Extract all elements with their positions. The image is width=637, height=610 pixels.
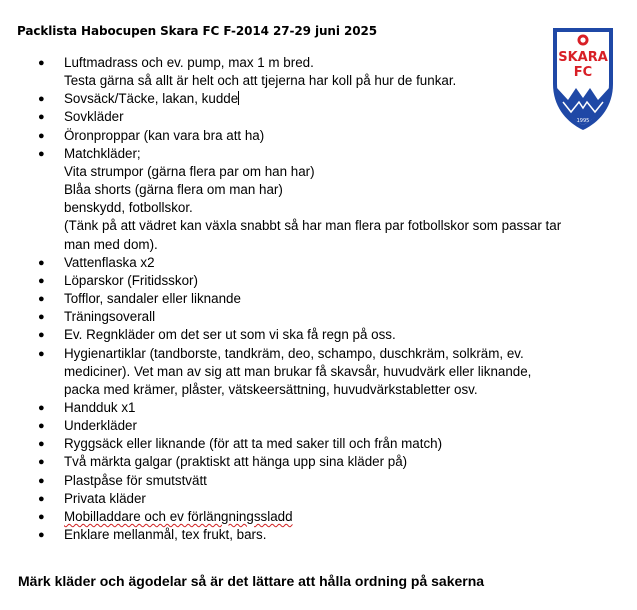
bullet-icon: ●	[38, 93, 45, 106]
list-item-line: packa med krämer, plåster, vätskeersättning, huvudvärkstabletter osv.	[64, 381, 478, 397]
list-item-line: Testa gärna så allt är helt och att tjejerna har koll på hur de funkar.	[64, 73, 457, 89]
list-item-line: Vattenflaska x2	[64, 254, 155, 270]
list-item-line: Enklare mellanmål, tex frukt, bars.	[64, 527, 267, 543]
list-item-line: (Tänk på att vädret kan växla snabbt så har man flera par fotbollskor som passar tar	[64, 218, 562, 234]
list-item	[0, 490, 637, 508]
bullet-icon: ●	[38, 111, 45, 124]
text-cursor	[238, 91, 239, 105]
bullet-icon: ●	[38, 456, 45, 469]
list-item-line: Underkläder	[64, 418, 137, 434]
list-item-line	[64, 90, 637, 108]
footer-note: Märk kläder och ägodelar så är det lättare att hålla ordning på sakerna	[18, 573, 485, 589]
list-item-line: man med dom).	[64, 236, 158, 252]
list-item	[0, 54, 637, 90]
list-item-line: Tofflor, sandaler eller liknande	[64, 291, 241, 307]
list-item	[0, 508, 637, 526]
list-item	[0, 308, 637, 326]
document-title: Packlista Habocupen Skara FC F-2014 27-29 juni 2025	[17, 24, 377, 38]
list-item	[0, 290, 637, 308]
list-item	[0, 108, 637, 126]
list-item	[0, 399, 637, 417]
bullet-icon: ●	[38, 492, 45, 505]
list-item	[0, 254, 637, 272]
list-item	[0, 453, 637, 471]
bullet-icon: ●	[38, 256, 45, 269]
bullet-icon: ●	[38, 293, 45, 306]
bullet-icon: ●	[38, 347, 45, 360]
list-item-line: Två märkta galgar (praktiskt att hänga upp sina kläder på)	[64, 454, 408, 470]
list-item-line: Mobilladdare och ev förlängningssladd	[64, 508, 293, 524]
bullet-icon: ●	[38, 420, 45, 433]
bullet-icon: ●	[38, 438, 45, 451]
list-item	[0, 435, 637, 453]
bullet-icon: ●	[38, 129, 45, 142]
bullet-icon: ●	[38, 147, 45, 160]
list-item	[0, 145, 637, 254]
crest-text-bottom: FC	[573, 65, 593, 80]
bullet-icon: ●	[38, 57, 45, 69]
bullet-icon: ●	[38, 329, 45, 342]
bullet-icon: ●	[38, 510, 45, 523]
crest-text-top: SKARA	[558, 50, 608, 65]
bullet-icon: ●	[38, 274, 45, 287]
list-item-line: Luftmadrass och ev. pump, max 1 m bred.	[64, 55, 314, 70]
crest-year: 1995	[576, 118, 590, 124]
list-item	[0, 272, 637, 290]
packing-list	[0, 54, 637, 544]
list-item	[0, 90, 637, 108]
list-item-line: Träningsoverall	[64, 309, 156, 325]
list-item-line: Privata kläder	[64, 490, 146, 506]
list-item	[0, 326, 637, 344]
list-item	[0, 526, 637, 544]
list-item-line: Sovkläder	[64, 109, 124, 125]
list-item-line: Handduk x1	[64, 399, 136, 415]
list-item	[0, 127, 637, 145]
list-item	[0, 472, 637, 490]
list-item-line: Öronproppar (kan vara bra att ha)	[64, 127, 265, 143]
list-item-line: Plastpåse för smutstvätt	[64, 472, 207, 488]
list-item	[0, 345, 637, 399]
bullet-icon: ●	[38, 529, 45, 542]
list-item-line: Hygienartiklar (tandborste, tandkräm, deo, schampo, duschkräm, solkräm, ev.	[64, 345, 524, 361]
list-item-text: Sovsäck/Täcke, lakan, kudde	[64, 91, 239, 107]
list-item-line: mediciner). Vet man av sig att man brukar få skavsår, huvudvärk eller liknande,	[64, 363, 532, 379]
bullet-icon: ●	[38, 474, 45, 487]
list-item-line: Ryggsäck eller liknande (för att ta med saker till och från match)	[64, 436, 443, 452]
list-item-line: Blåa shorts (gärna flera om man har)	[64, 182, 283, 198]
list-item-line: Ev. Regnkläder om det ser ut som vi ska få regn på oss.	[64, 327, 396, 343]
bullet-icon: ●	[38, 401, 45, 414]
bullet-icon: ●	[38, 311, 45, 324]
list-item-line: Löparskor (Fritidsskor)	[64, 272, 198, 288]
list-item	[0, 417, 637, 435]
list-item-line: Vita strumpor (gärna flera par om han har)	[64, 163, 315, 179]
list-item-line: benskydd, fotbollskor.	[64, 200, 193, 216]
list-item-line: Matchkläder;	[64, 145, 141, 161]
